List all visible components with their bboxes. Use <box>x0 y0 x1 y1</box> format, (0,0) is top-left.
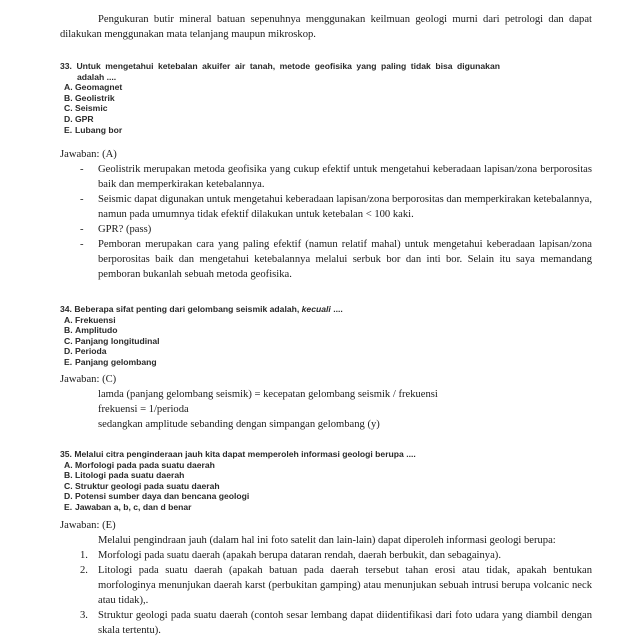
question-35-option-d: D. Potensi sumber daya dan bencana geologi <box>64 491 250 502</box>
question-33-answer: Jawaban: (A) <box>60 149 117 160</box>
question-33-option-d: D. GPR <box>64 113 94 124</box>
question-34-option-c: C. Panjang longitudinal <box>64 335 160 346</box>
question-34-lines <box>98 387 592 432</box>
question-35-option-b: B. Litologi pada suatu daerah <box>64 470 185 481</box>
question-33-option-b: B. Geolistrik <box>64 92 115 103</box>
question-34-option-e: E. Panjang gelombang <box>64 356 157 367</box>
explanation-item: - GPR? (pass) <box>80 224 152 235</box>
question-35-list <box>60 548 592 636</box>
question-33-stem: 33. Untuk mengetahui ketebalan akuifer air tanah, metode geofisika yang paling tidak bisa digunakan adalah .... <box>60 61 500 82</box>
question-33-option-c: C. Seismic <box>64 103 108 114</box>
question-35-answer: Jawaban: (E) <box>60 520 116 531</box>
numbered-item: 3. Struktur geologi pada suatu daerah (contoh sesar lembang dapat diidentifikasi dari foto udara yang diambil dengan skala tertentu). <box>80 610 592 636</box>
question-35-option-e: E. Jawaban a, b, c, dan d benar <box>64 501 192 512</box>
question-33 <box>60 61 500 135</box>
numbered-item: 2. Litologi pada suatu daerah (apakah batuan pada daerah tersebut tahan erosi atau tidak, apakah bentukan morfologinya menunjukan daerah karst (perbukitan gamping) atau menunjukan sebuah intrusi berupa volcanic neck atau tidak),. <box>80 565 592 606</box>
explanation-item: - Pemboran merupakan cara yang paling efektif (namun relatif mahal) untuk mengetahui keberadaan lapisan/zona berporositas baik dan mengetahui ketebalannya melalui serbuk bor dan inti bor. Selain itu saya memandang pemboran bukanlah sebuah metoda geofisika. <box>80 239 592 280</box>
question-35 <box>60 449 500 513</box>
question-34-option-a: A. Frekuensi <box>64 314 116 325</box>
question-35-intro: Melalui pengindraan jauh (dalam hal ini foto satelit dan lain-lain) dapat diperoleh informasi geologi berupa: <box>98 535 556 546</box>
question-34-answer: Jawaban: (C) <box>60 374 117 385</box>
question-34-option-b: B. Amplitudo <box>64 325 118 336</box>
intro-paragraph: Pengukuran butir mineral batuan sepenuhnya menggunakan keilmuan geologi murni dari petrologi dan dapat dilakukan menggunakan mata telanjang maupun mikroskop. <box>60 14 592 40</box>
formula-line: frekuensi = 1/perioda <box>98 404 189 415</box>
question-35-option-c: C. Struktur geologi pada suatu daerah <box>64 480 220 491</box>
question-34-option-d: D. Perioda <box>64 346 107 357</box>
question-33-option-a: A. Geomagnet <box>64 82 123 93</box>
explanation-item: - Geolistrik merupakan metoda geofisika yang cukup efektif untuk mengetahui keberadaan lapisan/zona berporositas baik dan memperkirakan ketebalannya. <box>80 164 592 190</box>
question-34-stem: 34. Beberapa sifat penting dari gelombang seismik adalah, kecuali .... <box>60 304 343 314</box>
question-35-stem: 35. Melalui citra penginderaan jauh kita dapat memperoleh informasi geologi berupa .... <box>60 449 416 459</box>
numbered-item: 1. Morfologi pada suatu daerah (apakah berupa dataran rendah, daerah berbukit, dan sebagainya). <box>80 550 501 561</box>
question-35-option-a: A. Morfologi pada pada suatu daerah <box>64 459 215 470</box>
formula-line: lamda (panjang gelombang seismik) = kecepatan gelombang seismik / frekuensi <box>98 389 438 400</box>
question-34-emphasis: kecuali <box>301 304 331 314</box>
question-34 <box>60 304 500 368</box>
question-33-option-e: E. Lubang bor <box>64 124 123 135</box>
question-33-explanations <box>60 162 592 282</box>
explanation-item: - Seismic dapat digunakan untuk mengetahui keberadaan lapisan/zona berporositas dan memperkirakan ketebalannya, namun pada umumnya tidak efektif dilakukan untuk ketebalan < 100 kaki. <box>80 194 592 220</box>
formula-line: sedangkan amplitude sebanding dengan simpangan gelombang (y) <box>98 419 380 430</box>
